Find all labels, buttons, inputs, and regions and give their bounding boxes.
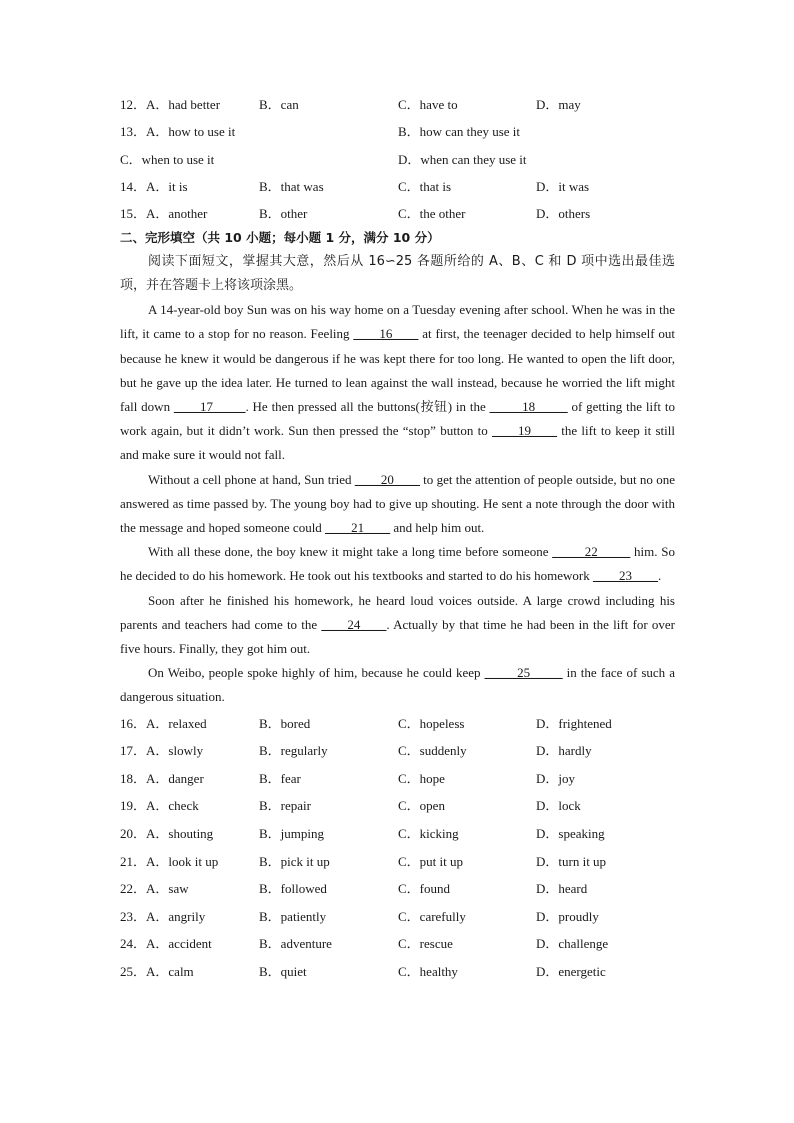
question-19-option-d: D．lock xyxy=(536,798,581,814)
question-22-option-b: B．followed xyxy=(259,881,327,897)
question-14-option-c: C．that is xyxy=(398,178,452,194)
question-19-option-a: 19．A．check xyxy=(120,798,199,814)
question-22 xyxy=(120,877,675,905)
question-16-option-d: D．frightened xyxy=(536,715,612,731)
question-24-option-c: C．rescue xyxy=(398,936,453,952)
question-23-option-d: D．proudly xyxy=(536,908,599,924)
question-24-option-b: B．adventure xyxy=(259,936,332,952)
question-14 xyxy=(120,175,675,202)
question-12 xyxy=(120,93,675,120)
question-18-option-b: B．fear xyxy=(259,770,301,786)
question-23-option-a: 23．A．angrily xyxy=(120,908,206,924)
question-20-option-c: C．kicking xyxy=(398,826,459,842)
question-25-option-a: 25．A．calm xyxy=(120,963,194,979)
question-19-option-b: B．repair xyxy=(259,798,311,814)
blank-24: ____24____ xyxy=(321,616,387,632)
question-17-option-b: B．regularly xyxy=(259,743,328,759)
question-23 xyxy=(120,905,675,933)
cloze-passage xyxy=(120,298,675,709)
question-15-option-b: B．other xyxy=(259,206,308,222)
question-20 xyxy=(120,822,675,850)
question-21-option-c: C．put it up xyxy=(398,853,464,869)
question-25-option-d: D．energetic xyxy=(536,963,606,979)
question-21-option-d: D．turn it up xyxy=(536,853,607,869)
question-14-option-b: B．that was xyxy=(259,178,324,194)
question-16-option-c: C．hopeless xyxy=(398,715,465,731)
question-14-option-a: 14．A．it is xyxy=(120,178,188,194)
question-group-12-15 xyxy=(120,93,675,226)
question-17-option-c: C．suddenly xyxy=(398,743,467,759)
question-22-option-c: C．found xyxy=(398,881,451,897)
passage-paragraph-3: With all these done, the boy knew it might take a long time before someone _____22_____ him. So he decided to do his homework. He took out his textbooks and started to do his homework ____23____. xyxy=(120,544,675,584)
question-13-option-d: D．when can they use it xyxy=(398,151,527,167)
question-15 xyxy=(120,202,675,226)
blank-22: _____22_____ xyxy=(552,544,631,560)
question-24 xyxy=(120,932,675,960)
question-15-option-a: 15．A．another xyxy=(120,206,208,222)
question-13-option-a: 13．A．how to use it xyxy=(120,124,236,140)
question-25 xyxy=(120,960,675,988)
blank-21: ____21____ xyxy=(325,520,391,536)
question-25-option-c: C．healthy xyxy=(398,963,458,979)
blank-18: _____18_____ xyxy=(489,399,568,414)
question-20-option-b: B．jumping xyxy=(259,826,325,842)
question-19-option-c: C．open xyxy=(398,798,445,814)
question-15-option-c: C．the other xyxy=(398,206,466,222)
question-23-option-b: B．patiently xyxy=(259,908,327,924)
question-19 xyxy=(120,794,675,822)
question-13 xyxy=(120,120,675,147)
passage-paragraph-2: Without a cell phone at hand, Sun tried ____20____ to get the attention of people outside, but no one answered as time passed by. The young boy had to give up shouting. He sent a note through the door with the message and hoped someone could ____21____ and help him out. xyxy=(120,471,675,536)
question-17-option-d: D．hardly xyxy=(536,743,592,759)
section-title: 二、完形填空（共 10 小题；每小题 1 分，满分 10 分） xyxy=(120,230,440,246)
question-22-option-a: 22．A．saw xyxy=(120,881,189,897)
question-24-option-a: 24．A．accident xyxy=(120,936,212,952)
question-14-option-d: D．it was xyxy=(536,178,590,194)
question-group-16-25 xyxy=(120,712,675,988)
question-12-option-b: B．can xyxy=(259,97,299,112)
question-18 xyxy=(120,767,675,795)
blank-20: ____20____ xyxy=(354,471,420,487)
question-12-option-a: 12．A．had better xyxy=(120,97,221,112)
question-16 xyxy=(120,712,675,740)
question-18-option-c: C．hope xyxy=(398,770,445,786)
question-16-option-a: 16．A．relaxed xyxy=(120,715,207,731)
question-24-option-d: D．challenge xyxy=(536,936,609,952)
question-17 xyxy=(120,739,675,767)
passage-paragraph-5: On Weibo, people spoke highly of him, because he could keep _____25_____ in the face of such a dangerous situation. xyxy=(120,665,676,705)
question-13-option-b: B．how can they use it xyxy=(398,124,521,140)
blank-17: ____17_____ xyxy=(173,399,246,414)
exam-page xyxy=(120,93,675,988)
blank-16: ____16____ xyxy=(353,326,419,342)
question-12-option-d: D．may xyxy=(536,97,581,112)
question-18-option-a: 18．A．danger xyxy=(120,770,204,786)
question-13-cont xyxy=(120,148,675,175)
blank-19: ____19____ xyxy=(492,423,558,439)
question-23-option-c: C．carefully xyxy=(398,908,466,924)
question-22-option-d: D．heard xyxy=(536,881,588,897)
question-12-option-c: C．have to xyxy=(398,97,458,112)
question-17-option-a: 17．A．slowly xyxy=(120,743,204,759)
question-15-option-d: D．others xyxy=(536,206,591,222)
question-21-option-a: 21．A．look it up xyxy=(120,853,219,869)
question-16-option-b: B．bored xyxy=(259,715,311,731)
passage-paragraph-1: A 14-year-old boy Sun was on his way home on a Tuesday evening after school. When he was in the lift, it came to a stop for no reason. Feeling ____16____ at first, the teenager decided to help himself out because he knew it would be dangerous if he was kept there for too long. He wanted to open the lift door, but he gave up the idea later. He turned to lean against the wall instead, because he worried the lift might fall down ____17_____. He then pressed all the buttons(按钮) in the _____18_____ of getting the lift to work again, but it didn’t work. Sun then pressed the “stop” button to ____19____ the lift to keep it still and make sure it would not fall. xyxy=(120,302,676,463)
question-21-option-b: B．pick it up xyxy=(259,853,330,869)
question-25-option-b: B．quiet xyxy=(259,963,307,979)
question-13-option-c: C．when to use it xyxy=(120,151,215,167)
question-20-option-a: 20．A．shouting xyxy=(120,826,214,842)
blank-23: ____23____ xyxy=(592,568,658,584)
question-18-option-d: D．joy xyxy=(536,770,576,786)
section-instruction: 阅读下面短文，掌握其大意，然后从 16∽25 各题所给的 A、B、C 和 D 项中选出最佳选项，并在答题卡上将该项涂黑。 xyxy=(120,254,675,294)
question-21 xyxy=(120,850,675,878)
passage-paragraph-4: Soon after he finished his homework, he heard loud voices outside. A large crowd including his parents and teachers had come to the ____24____. Actually by that time he had been in the lift for over five hours. Finally, they got him out. xyxy=(120,592,675,657)
blank-25: _____25_____ xyxy=(484,665,563,681)
question-20-option-d: D．speaking xyxy=(536,826,605,842)
